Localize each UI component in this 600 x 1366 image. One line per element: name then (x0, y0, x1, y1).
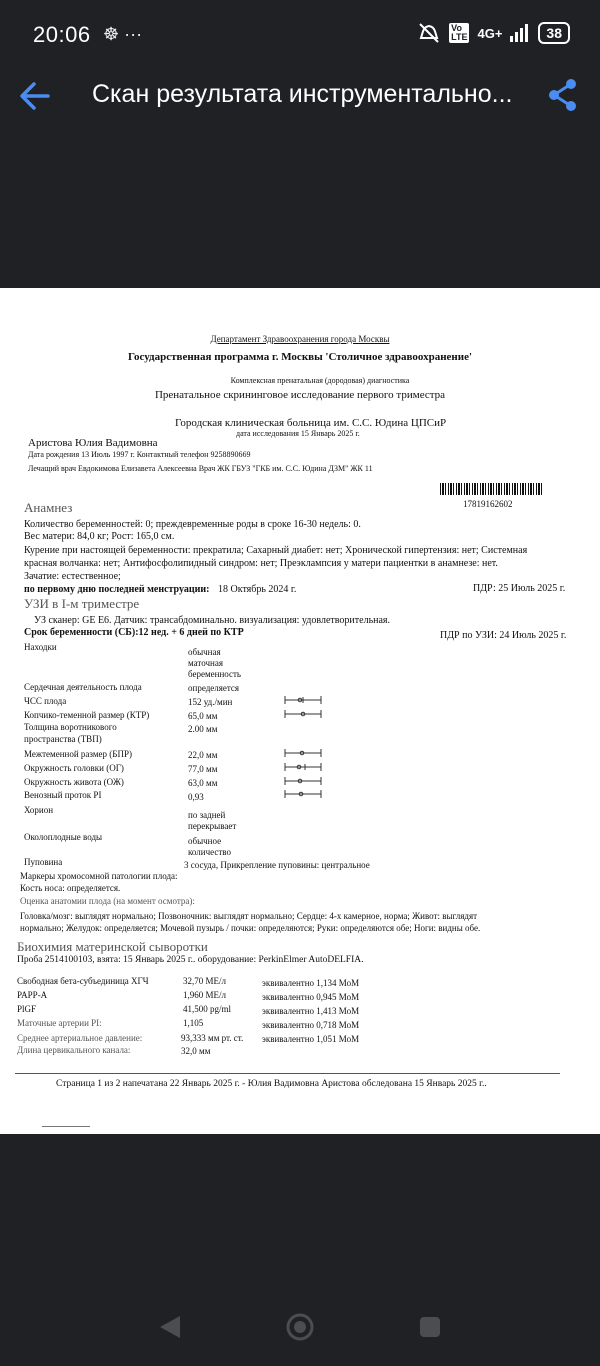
bio-row-label: Маточные артерии PI: (17, 1018, 102, 1028)
bottom-mark (42, 1126, 90, 1127)
findings-label: Находки (24, 642, 57, 652)
range-marker-bpr (285, 749, 321, 757)
nav-recents-icon[interactable] (418, 1315, 442, 1339)
volte-icon: Vo LTE (451, 23, 468, 42)
biochem-heading: Биохимия материнской сыворотки (17, 939, 208, 954)
row-value: 152 уд./мин (188, 697, 233, 707)
network-type: 4G+ (477, 25, 503, 41)
markers-heading: Маркеры хромосомной патологии плода: (20, 871, 178, 881)
range-marker-ktr (285, 710, 321, 718)
range-marker-ozh (285, 777, 321, 785)
nasal-bone: Кость носа: определяется. (20, 883, 121, 893)
chorion-value-1: по задней (188, 810, 226, 820)
bio-row-value: 93,333 мм рт. ст. (181, 1033, 244, 1043)
row-label: Сердечная деятельность плода (24, 682, 142, 692)
doc-hospital: Городская клиническая больница им. С.С. Юдина ЦПСиР (175, 417, 447, 429)
chorion-label: Хорион (24, 805, 54, 815)
pdr-ultrasound: ПДР по УЗИ: 24 Июль 2025 г. (440, 630, 567, 641)
battery-level: 38 (546, 25, 562, 41)
bio-row-value: 32,0 мм (181, 1046, 211, 1056)
navigation-bar (0, 1280, 600, 1366)
bio-row-value: 1,960 МЕ/л (183, 990, 226, 1000)
anamnesis-line-5: Зачатие: естественное; (24, 571, 121, 582)
doc-program: Государственная программа г. Москвы 'Столичное здравоохранение' (127, 351, 473, 363)
battery-icon (538, 22, 570, 44)
anamnesis-line-4: красная волчанка: нет; Антифосфолипидный синдром: нет; Преэклампсия у матери пациентки в анамнезе: нет. (24, 558, 498, 569)
row-value: 2.00 мм (188, 724, 218, 734)
pdr: ПДР: 25 Июль 2025 г. (473, 583, 566, 594)
status-bar (0, 0, 600, 70)
row-value: определяется (188, 683, 240, 693)
lmp-date: 18 Октябрь 2024 г. (218, 584, 297, 595)
range-marker-og (285, 763, 321, 771)
gestational-age: Срок беременности (СБ):12 нед. + 6 дней по КТР (24, 627, 244, 638)
scanned-document[interactable] (0, 288, 600, 1134)
bio-row-value: 41,500 pg/ml (183, 1004, 232, 1014)
app-bar (0, 70, 600, 126)
range-marker-pi (285, 790, 321, 798)
bio-row-value: 32,70 МЕ/л (183, 976, 226, 986)
bio-row-mom: эквивалентно 0,945 МоМ (262, 992, 360, 1002)
lmp-label: по первому дню последней менструации: (24, 584, 210, 595)
doctor-line: Лечащий врач Евдокимова Елизавета Алексеевна Врач ЖК ГБУЗ "ГКБ им. С.С. Юдина ДЗМ" ЖК 11 (28, 464, 373, 473)
chorion-value-2: перекрывает (188, 821, 237, 831)
bio-row-mom: эквивалентно 0,718 МоМ (262, 1020, 360, 1030)
row-value: 22,0 мм (188, 750, 218, 760)
fluid-value-2: количество (188, 847, 231, 857)
findings-value-3: беременность (188, 669, 242, 679)
signal-icon (510, 24, 530, 42)
ultrasound-heading: УЗИ в I-м триместре (24, 596, 140, 611)
cord-label: Пуповина (24, 857, 63, 867)
doc-exam-date: дата исследования 15 Январь 2025 г. (236, 429, 360, 438)
bio-row-label: PlGF (17, 1004, 37, 1014)
row-label: Толщина воротникового (24, 722, 117, 732)
footer-divider (15, 1073, 560, 1074)
fluid-label: Околоплодные воды (24, 832, 103, 842)
bio-row-mom: эквивалентно 1,134 МоМ (262, 978, 360, 988)
row-label: пространства (ТВП) (24, 734, 102, 744)
back-arrow-icon[interactable] (18, 76, 50, 116)
doc-dept: Департамент Здравоохранения города Москвы (210, 334, 390, 344)
barcode-number: 17819162602 (463, 499, 513, 509)
bio-row-value: 1,105 (183, 1018, 204, 1028)
sample-line: Проба 2514100103, взята: 15 Январь 2025 г.. оборудование: PerkinElmer AutoDELFIA. (17, 955, 364, 965)
range-marker-chss (285, 696, 321, 704)
row-value: 77,0 мм (188, 764, 218, 774)
barcode (440, 483, 543, 495)
range-markers (283, 693, 328, 803)
page-title: Скан результата инструментально... (92, 80, 513, 108)
anamnesis-line-1: Количество беременностей: 0; преждевременные роды в сроке 16-30 недель: 0. (24, 519, 361, 530)
bio-row-label: Длина цервикального канала: (17, 1045, 131, 1055)
findings-value-1: обычная (188, 647, 221, 657)
status-time: 20:06 (33, 22, 91, 47)
anamnesis-line-3: Курение при настоящей беременности: прекратила; Сахарный диабет: нет; Хронической гипертензия: нет; Системная (24, 545, 528, 556)
row-label: Копчико-теменной размер (КТР) (24, 710, 150, 720)
bio-row-label: Свободная бета-субъединица ХГЧ (17, 976, 149, 986)
doc-exam-title: Пренатальное скрининговое исследование первого триместра (154, 389, 446, 401)
notification-icons: ☸ ··· (103, 24, 143, 44)
fluid-value-1: обычное (188, 836, 222, 846)
row-label: Межтеменной размер (БПР) (24, 749, 132, 759)
patient-name: Аристова Юлия Вадимовна (28, 437, 158, 449)
row-value: 65,0 мм (188, 711, 218, 721)
anatomy-line-2: нормально; Желудок: определяется; Мочевой пузырь / почки: определяются; Руки: определяются обе; Ноги: видны обе. (20, 923, 481, 933)
bio-row-label: Среднее артериальное давление: (17, 1033, 143, 1043)
row-value: 63,0 мм (188, 778, 218, 788)
dnd-icon (417, 22, 441, 44)
row-label: ЧСС плода (24, 696, 67, 706)
findings-value-2: маточная (188, 658, 223, 668)
anatomy-line-1: Головка/мозг: выглядят нормально; Позвоночник: выглядят нормально; Сердце: 4-х камерное, норма; Живот: выглядят (20, 911, 478, 921)
row-label: Окружность живота (ОЖ) (24, 777, 124, 787)
patient-birth-line: Дата рождения 13 Июль 1997 г. Контактный телефон 9258890669 (28, 450, 251, 459)
row-label: Венозный проток PI (24, 790, 102, 800)
scanner-line: УЗ сканер: GE E6. Датчик: трансабдоминально. визуализация: удовлетворительная. (34, 615, 391, 626)
doc-diag-type: Комплексная пренатальная (дородовая) диагностика (230, 376, 410, 385)
bio-row-mom: эквивалентно 1,051 МоМ (262, 1034, 360, 1044)
bio-row-label: PAPP-A (17, 990, 48, 1000)
cord-value: 3 сосуда, Прикрепление пуповины: центральное (184, 860, 370, 870)
anamnesis-heading: Анамнез (24, 500, 73, 515)
anamnesis-line-2: Вес матери: 84,0 кг; Рост: 165,0 см. (24, 531, 175, 542)
row-label: Окружность головки (ОГ) (24, 763, 124, 773)
nav-home-icon[interactable] (285, 1312, 315, 1342)
nav-back-icon[interactable] (158, 1314, 182, 1340)
page-footer: Страница 1 из 2 напечатана 22 Январь 2025 г. - Юлия Вадимовна Аристова обследована 15 Январь 2025 г.. (56, 1079, 487, 1089)
anatomy-heading: Оценка анатомии плода (на момент осмотра): (20, 896, 195, 906)
share-icon[interactable] (548, 78, 578, 112)
row-value: 0,93 (188, 792, 204, 802)
status-right (417, 22, 570, 44)
bio-row-mom: эквивалентно 1,413 МоМ (262, 1006, 360, 1016)
